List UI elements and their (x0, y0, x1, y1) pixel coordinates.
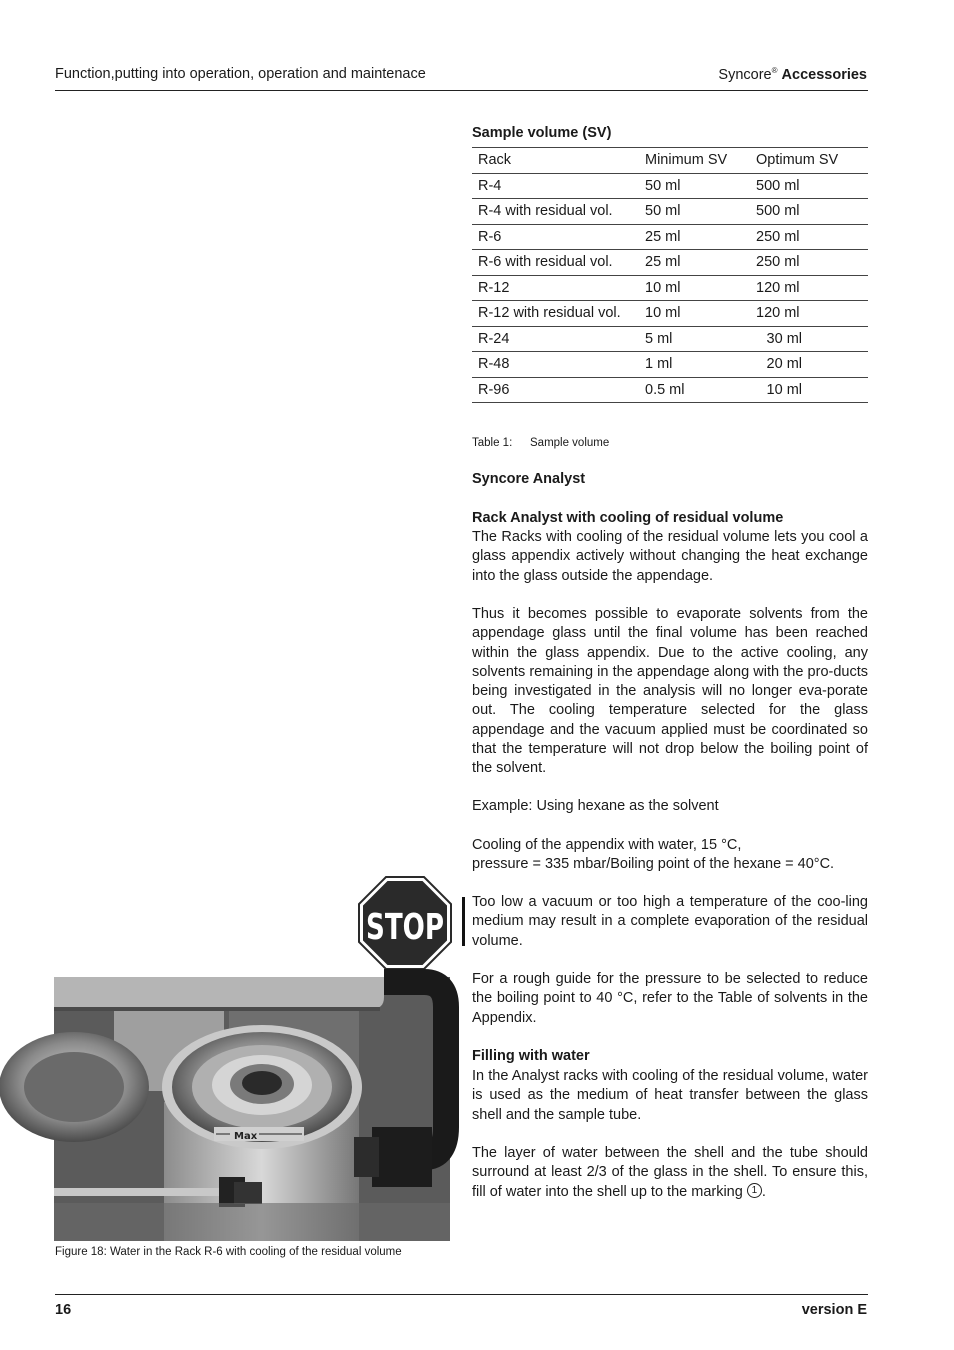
table-row (472, 173, 868, 199)
table-cell: 250 ml (750, 224, 868, 250)
table-cell: R-4 (472, 173, 639, 199)
column-header: Minimum SV (639, 148, 750, 174)
table-cell: R-24 (472, 326, 639, 352)
stop-sign-icon (358, 876, 452, 970)
registered-mark: ® (771, 66, 778, 75)
table-title: Sample volume (SV) (472, 125, 612, 141)
table-cell: 0.5 ml (639, 377, 750, 403)
sample-volume-table (472, 147, 868, 403)
running-header-brand (718, 66, 867, 83)
table-cell: 50 ml (639, 173, 750, 199)
marking-number-icon: 1 (747, 1183, 762, 1198)
table-cell: R-4 with residual vol. (472, 199, 639, 225)
table-cell: 30 ml (766, 330, 802, 347)
stop-sign-text: STOP (366, 907, 444, 948)
table-cell: 50 ml (639, 199, 750, 225)
table-cell: R-96 (472, 377, 639, 403)
filling-paragraph-2: The layer of water between the shell and the tube should surround at least 2/3 of the glass in the shell. To ensure this, fill of water into the shell up to the marking 1 . (472, 1145, 868, 1200)
figure-caption: Figure 18: Water in the Rack R-6 with cooling of the residual volume (55, 1246, 402, 1258)
table-cell: 25 ml (639, 224, 750, 250)
table-cell: 500 ml (750, 173, 868, 199)
caption-label: Table 1: (472, 437, 513, 449)
cooling-line-2: pressure = 335 mbar/Boiling point of the hexane = 40°C. (472, 856, 835, 872)
max-label: Max (234, 1131, 258, 1142)
filling-heading: Filling with water (472, 1048, 590, 1064)
table-cell: R-12 (472, 275, 639, 301)
section-name: Accessories (781, 66, 867, 83)
table-cell: R-48 (472, 352, 639, 378)
rack-photo (54, 977, 450, 1241)
table-row (472, 301, 868, 327)
column-header: Rack (472, 148, 639, 174)
warning-paragraph: Too low a vacuum or too high a temperature of the coo-ling medium may result in a complete evaporation of the residual volume. (472, 894, 868, 949)
version-label: version E (801, 1302, 867, 1318)
column-header: Optimum SV (750, 148, 868, 174)
table-cell: 10 ml (639, 275, 750, 301)
table-row (472, 224, 868, 250)
footer-rule (55, 1294, 868, 1295)
table-row (472, 352, 868, 378)
table-cell: R-6 (472, 224, 639, 250)
table-row (472, 199, 868, 225)
filling-paragraph-1: In the Analyst racks with cooling of the residual volume, water is used as the medium of heat transfer between the glass shell and the sample tube. (472, 1068, 868, 1123)
brand-name: Syncore (718, 66, 772, 83)
table-cell: 10 ml (639, 301, 750, 327)
table-cell: 120 ml (750, 301, 868, 327)
table-cell: R-6 with residual vol. (472, 250, 639, 276)
analyst-heading: Syncore Analyst (472, 471, 586, 487)
analyst-paragraph-1: The Racks with cooling of the residual volume lets you cool a glass appendix actively without changing the heat exchange into the glass outside the appendage. (472, 529, 868, 584)
table-row (472, 326, 868, 352)
warning-margin-bar (462, 897, 465, 946)
table-caption (472, 437, 609, 449)
table-cell: 500 ml (750, 199, 868, 225)
running-header-title: Function,putting into operation, operation and maintenace (55, 66, 426, 82)
table-cell: 25 ml (639, 250, 750, 276)
caption-text: Sample volume (530, 437, 610, 449)
cooling-line-1: Cooling of the appendix with water, 15 °C, (472, 837, 742, 853)
table-cell: 250 ml (750, 250, 868, 276)
table-row (472, 275, 868, 301)
table-cell: 120 ml (750, 275, 868, 301)
analyst-paragraph-2: Thus it becomes possible to evaporate solvents from the appendage glass until the final volume has been reached within the glass appendix. Due to the active cooling, any solvents remaining in the appendage along with the pro-ducts being investigated in the analysis will no longer eva-porate out. The cooling temperature selected for the glass appendage and the vacuum applied must be coordinated so that the temperature will not drop below the boiling point of the solvent. (472, 606, 868, 777)
table-row (472, 377, 868, 403)
page-number: 16 (55, 1302, 72, 1318)
table-cell: 20 ml (766, 356, 802, 373)
table-cell: 1 ml (639, 352, 750, 378)
guide-paragraph: For a rough guide for the pressure to be selected to reduce the boiling point to 40 °C, refer to the Table of solvents in the Appendix. (472, 971, 868, 1026)
table-cell: 10 ml (766, 381, 802, 398)
example-line: Example: Using hexane as the solvent (472, 798, 719, 814)
analyst-subheading: Rack Analyst with cooling of residual volume (472, 510, 784, 526)
table-row (472, 250, 868, 276)
table-cell: R-12 with residual vol. (472, 301, 639, 327)
table-cell: 5 ml (639, 326, 750, 352)
header-rule (55, 90, 868, 91)
table-header-row (472, 148, 868, 174)
